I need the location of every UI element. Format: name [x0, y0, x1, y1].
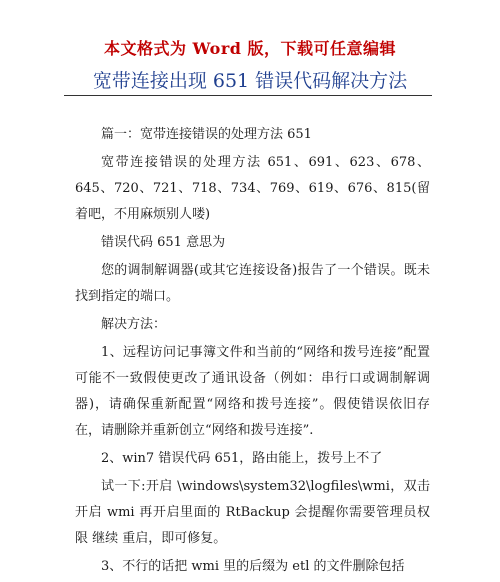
- paragraph-step-1: 1、远程访问记事簿文件和当前的“网络和拨号连接”配置可能不一致假使更改了通讯设备（例如：串行口或调制解调器)，请确保重新配置“网络和拨号连接”。假使错误依旧存在，请删除并重新创立“网络和拨号连接”.: [75, 345, 430, 438]
- paragraph-intro: 宽带连接错误的处理方法 651、691、623、678、645、720、721、718、734、769、619、676、815(留着吧，不用麻烦别人喽): [75, 155, 430, 222]
- paragraph-step-2: 2、win7 错误代码 651，路由能上，拨号上不了: [101, 451, 383, 466]
- paragraph-651-meaning: 您的调制解调器(或其它连接设备)报告了一个错误。既未找到指定的端口。: [75, 263, 430, 304]
- paragraph-651-meaning-heading: 错误代码 651 意思为: [101, 235, 226, 250]
- paragraph-solution-heading: 解决方法：: [101, 317, 167, 332]
- section-heading: 篇一：宽带连接错误的处理方法 651: [101, 127, 312, 142]
- document-body: [75, 122, 430, 582]
- title-divider: [64, 95, 432, 96]
- paragraph-step-3: 3、不行的话把 wmi 里的后缀为 etl 的文件删除包括: [101, 559, 405, 574]
- format-banner: 本文格式为 Word 版，下载可任意编辑: [103, 39, 397, 58]
- paragraph-step-2-detail: 试一下:开启 \windows\system32\logfiles\wmi，双击开启 wmi 再开启里面的 RtBackup 会提醒你需要管理员权限 继续 重启，即可修复。: [75, 479, 430, 546]
- document-title: 宽带连接出现 651 错误代码解决方法: [92, 70, 408, 92]
